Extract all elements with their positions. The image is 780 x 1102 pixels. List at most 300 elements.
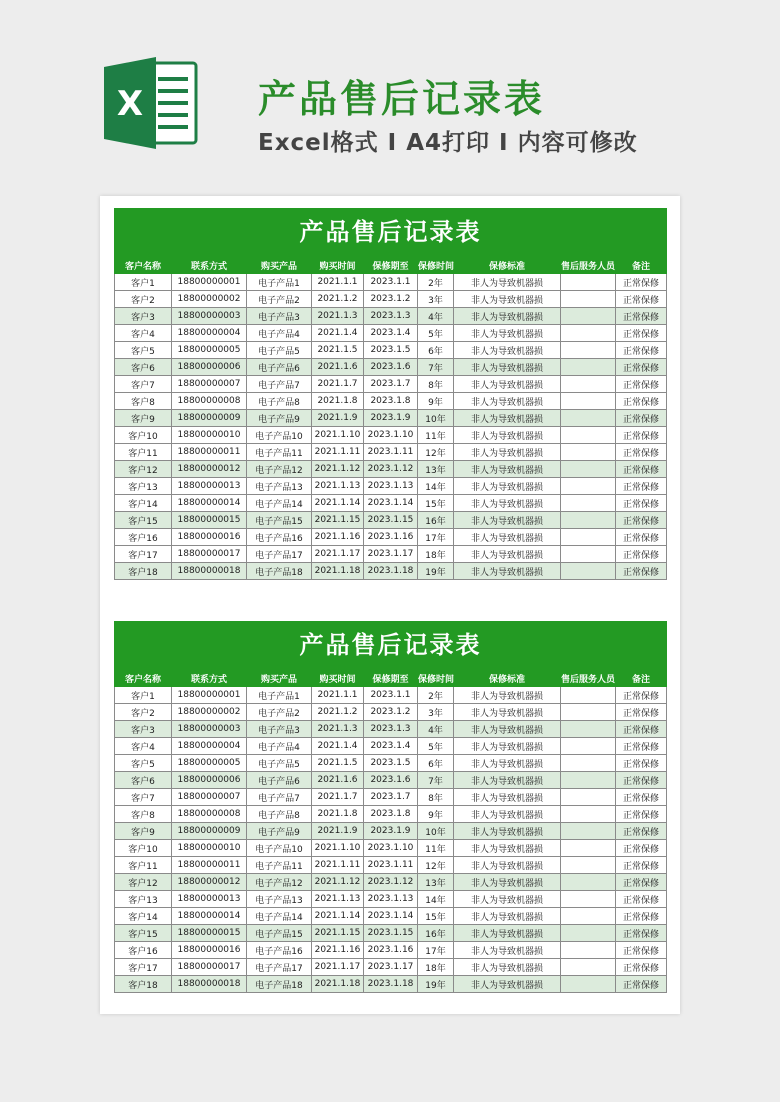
table-cell: 电子产品9 <box>247 410 312 427</box>
column-header: 购买产品 <box>247 670 312 687</box>
table-cell: 客户14 <box>115 495 172 512</box>
table-cell: 非人为导致机器损 <box>454 874 561 891</box>
table-cell: 2023.1.18 <box>364 563 418 580</box>
table-cell: 18800000009 <box>172 410 247 427</box>
table-cell: 正常保修 <box>616 359 667 376</box>
table-cell: 正常保修 <box>616 461 667 478</box>
table-cell: 客户11 <box>115 444 172 461</box>
table-cell: 电子产品15 <box>247 925 312 942</box>
table-cell: 18800000017 <box>172 959 247 976</box>
table-cell: 非人为导致机器损 <box>454 376 561 393</box>
table-cell: 客户16 <box>115 529 172 546</box>
table-cell <box>561 274 616 291</box>
table-cell: 电子产品13 <box>247 891 312 908</box>
table-row <box>115 546 667 563</box>
table-cell: 19年 <box>418 563 454 580</box>
table-cell: 2021.1.12 <box>312 874 364 891</box>
table-cell: 2021.1.11 <box>312 857 364 874</box>
table-cell <box>561 976 616 993</box>
table-cell: 18年 <box>418 959 454 976</box>
table-cell: 7年 <box>418 359 454 376</box>
table-cell: 2021.1.2 <box>312 291 364 308</box>
table-cell: 5年 <box>418 738 454 755</box>
table-cell: 电子产品6 <box>247 359 312 376</box>
table-cell: 非人为导致机器损 <box>454 942 561 959</box>
table-cell: 电子产品18 <box>247 976 312 993</box>
table-cell: 正常保修 <box>616 959 667 976</box>
table-cell: 非人为导致机器损 <box>454 772 561 789</box>
table-cell: 18800000015 <box>172 925 247 942</box>
table-cell: 电子产品4 <box>247 325 312 342</box>
table-cell: 18800000005 <box>172 755 247 772</box>
table-cell: 2023.1.15 <box>364 512 418 529</box>
table-title: 产品售后记录表 <box>114 621 667 669</box>
table-cell: 2021.1.3 <box>312 721 364 738</box>
table-cell: 2023.1.18 <box>364 976 418 993</box>
table-cell: 2023.1.7 <box>364 376 418 393</box>
table-cell: 14年 <box>418 478 454 495</box>
table-cell: 电子产品13 <box>247 478 312 495</box>
table-cell: 14年 <box>418 891 454 908</box>
table-cell: 2021.1.6 <box>312 772 364 789</box>
table-cell: 10年 <box>418 410 454 427</box>
table-cell <box>561 410 616 427</box>
table-cell: 2021.1.17 <box>312 959 364 976</box>
table-cell: 正常保修 <box>616 410 667 427</box>
table-row <box>115 393 667 410</box>
table-cell: 非人为导致机器损 <box>454 925 561 942</box>
table-cell: 电子产品8 <box>247 393 312 410</box>
table-cell: 2021.1.4 <box>312 325 364 342</box>
table-row <box>115 704 667 721</box>
table-row <box>115 755 667 772</box>
column-header: 备注 <box>616 670 667 687</box>
table-cell: 2021.1.11 <box>312 444 364 461</box>
table-cell: 2023.1.10 <box>364 427 418 444</box>
table-cell: 正常保修 <box>616 308 667 325</box>
table-row <box>115 376 667 393</box>
table-row <box>115 806 667 823</box>
table-cell: 18800000002 <box>172 704 247 721</box>
table-row <box>115 308 667 325</box>
table-cell: 2021.1.15 <box>312 925 364 942</box>
table-row <box>115 478 667 495</box>
table-cell <box>561 376 616 393</box>
table-cell <box>561 755 616 772</box>
table-cell <box>561 512 616 529</box>
table-cell <box>561 529 616 546</box>
table-cell: 正常保修 <box>616 325 667 342</box>
table-row <box>115 823 667 840</box>
table-cell: 7年 <box>418 772 454 789</box>
table-cell: 18800000010 <box>172 427 247 444</box>
table-cell <box>561 806 616 823</box>
table-cell: 2021.1.15 <box>312 512 364 529</box>
table-row <box>115 772 667 789</box>
table-cell: 2021.1.1 <box>312 687 364 704</box>
table-cell: 电子产品11 <box>247 444 312 461</box>
table-cell: 2023.1.3 <box>364 721 418 738</box>
table-cell: 18800000007 <box>172 376 247 393</box>
table-cell <box>561 857 616 874</box>
table-cell: 非人为导致机器损 <box>454 738 561 755</box>
table-cell: 18800000013 <box>172 891 247 908</box>
table-cell <box>561 908 616 925</box>
table-cell: 18800000003 <box>172 721 247 738</box>
table-cell <box>561 393 616 410</box>
table-cell: 非人为导致机器损 <box>454 512 561 529</box>
table-cell: 2021.1.12 <box>312 461 364 478</box>
table-cell: 9年 <box>418 806 454 823</box>
table-cell: 客户9 <box>115 823 172 840</box>
table-cell: 12年 <box>418 857 454 874</box>
table-cell: 2021.1.10 <box>312 840 364 857</box>
table-cell: 2023.1.7 <box>364 789 418 806</box>
table-cell: 客户10 <box>115 840 172 857</box>
table-row <box>115 925 667 942</box>
table-cell: 客户10 <box>115 427 172 444</box>
table-cell: 电子产品9 <box>247 823 312 840</box>
table-cell: 正常保修 <box>616 444 667 461</box>
table-cell: 2年 <box>418 274 454 291</box>
table-cell: 非人为导致机器损 <box>454 563 561 580</box>
table-cell: 2023.1.3 <box>364 308 418 325</box>
table-cell: 18800000018 <box>172 563 247 580</box>
table-cell: 18800000009 <box>172 823 247 840</box>
table-cell: 18800000014 <box>172 908 247 925</box>
table-cell: 非人为导致机器损 <box>454 959 561 976</box>
column-header: 保修期至 <box>364 257 418 274</box>
table-row <box>115 410 667 427</box>
spreadsheet-page <box>100 196 680 1014</box>
table-cell: 2023.1.2 <box>364 704 418 721</box>
table-cell: 非人为导致机器损 <box>454 359 561 376</box>
table-cell: 电子产品5 <box>247 755 312 772</box>
table-cell: 正常保修 <box>616 942 667 959</box>
table-cell: 非人为导致机器损 <box>454 823 561 840</box>
table-row <box>115 721 667 738</box>
record-table-2 <box>114 621 667 993</box>
table-cell <box>561 325 616 342</box>
table-row <box>115 512 667 529</box>
table-cell: 电子产品11 <box>247 857 312 874</box>
table-cell: 11年 <box>418 840 454 857</box>
table-cell: 电子产品7 <box>247 376 312 393</box>
table-cell: 2023.1.1 <box>364 274 418 291</box>
table-cell: 2023.1.9 <box>364 410 418 427</box>
table-cell: 8年 <box>418 376 454 393</box>
table-cell: 电子产品14 <box>247 908 312 925</box>
table-row <box>115 840 667 857</box>
table-cell: 2023.1.9 <box>364 823 418 840</box>
table-row <box>115 976 667 993</box>
table-cell: 2023.1.14 <box>364 908 418 925</box>
table-cell: 16年 <box>418 512 454 529</box>
table-cell: 电子产品1 <box>247 687 312 704</box>
table-cell: 正常保修 <box>616 840 667 857</box>
record-table-1 <box>114 208 667 580</box>
table-cell: 电子产品15 <box>247 512 312 529</box>
table-cell: 2021.1.18 <box>312 976 364 993</box>
table-cell: 18800000006 <box>172 772 247 789</box>
table-cell: 正常保修 <box>616 342 667 359</box>
table-cell <box>561 308 616 325</box>
table-cell: 非人为导致机器损 <box>454 891 561 908</box>
table-cell: 18800000012 <box>172 874 247 891</box>
column-header: 购买时间 <box>312 670 364 687</box>
column-header: 客户名称 <box>115 670 172 687</box>
column-header: 售后服务人员 <box>561 670 616 687</box>
table-row <box>115 359 667 376</box>
table-cell: 非人为导致机器损 <box>454 478 561 495</box>
table-cell: 非人为导致机器损 <box>454 393 561 410</box>
table-row <box>115 891 667 908</box>
table-cell: 正常保修 <box>616 806 667 823</box>
table-cell: 客户13 <box>115 891 172 908</box>
table-cell: 2023.1.15 <box>364 925 418 942</box>
table-cell: 非人为导致机器损 <box>454 755 561 772</box>
table-cell: 客户12 <box>115 461 172 478</box>
logo-letter: X <box>116 84 144 124</box>
table-cell: 客户9 <box>115 410 172 427</box>
table-cell: 正常保修 <box>616 546 667 563</box>
table-row <box>115 427 667 444</box>
table-cell: 客户6 <box>115 772 172 789</box>
table-row <box>115 738 667 755</box>
table-cell: 2023.1.6 <box>364 772 418 789</box>
table-cell: 13年 <box>418 461 454 478</box>
table-cell: 电子产品1 <box>247 274 312 291</box>
table-cell: 客户8 <box>115 393 172 410</box>
table-cell: 客户1 <box>115 687 172 704</box>
table-row <box>115 942 667 959</box>
table-cell: 19年 <box>418 976 454 993</box>
table-cell: 正常保修 <box>616 512 667 529</box>
table-cell <box>561 959 616 976</box>
table-cell: 2023.1.1 <box>364 687 418 704</box>
table-cell: 10年 <box>418 823 454 840</box>
table-cell: 电子产品10 <box>247 840 312 857</box>
table-cell: 非人为导致机器损 <box>454 495 561 512</box>
table-cell: 2023.1.5 <box>364 755 418 772</box>
table-cell: 正常保修 <box>616 427 667 444</box>
table-cell: 非人为导致机器损 <box>454 342 561 359</box>
table-cell: 正常保修 <box>616 874 667 891</box>
table-cell: 18800000017 <box>172 546 247 563</box>
table-cell: 17年 <box>418 529 454 546</box>
table-cell: 2021.1.17 <box>312 546 364 563</box>
table-cell: 非人为导致机器损 <box>454 840 561 857</box>
table-cell: 正常保修 <box>616 721 667 738</box>
table-cell: 非人为导致机器损 <box>454 410 561 427</box>
table-cell <box>561 874 616 891</box>
table-cell: 正常保修 <box>616 563 667 580</box>
table-cell: 客户13 <box>115 478 172 495</box>
table-cell: 电子产品2 <box>247 291 312 308</box>
table-title: 产品售后记录表 <box>114 208 667 256</box>
table-cell: 电子产品18 <box>247 563 312 580</box>
table-cell: 18800000006 <box>172 359 247 376</box>
column-header: 保修时间 <box>418 670 454 687</box>
table-cell: 4年 <box>418 721 454 738</box>
table-cell <box>561 738 616 755</box>
table-cell: 客户8 <box>115 806 172 823</box>
table-cell: 18800000004 <box>172 738 247 755</box>
table-cell: 2023.1.4 <box>364 325 418 342</box>
table-cell: 客户16 <box>115 942 172 959</box>
table-cell <box>561 891 616 908</box>
table-cell: 18800000015 <box>172 512 247 529</box>
table-cell: 正常保修 <box>616 291 667 308</box>
table-cell: 18800000008 <box>172 393 247 410</box>
table-cell: 13年 <box>418 874 454 891</box>
excel-logo-icon <box>100 55 200 150</box>
table-cell: 客户12 <box>115 874 172 891</box>
table-cell: 2021.1.16 <box>312 942 364 959</box>
table-cell <box>561 563 616 580</box>
table-cell: 正常保修 <box>616 687 667 704</box>
table-cell: 18800000001 <box>172 687 247 704</box>
table-row <box>115 444 667 461</box>
table-cell: 电子产品17 <box>247 546 312 563</box>
table-cell: 正常保修 <box>616 393 667 410</box>
table-cell: 电子产品17 <box>247 959 312 976</box>
table-cell: 2021.1.13 <box>312 478 364 495</box>
table-cell: 9年 <box>418 393 454 410</box>
column-header: 联系方式 <box>172 670 247 687</box>
table-cell: 正常保修 <box>616 857 667 874</box>
table-cell: 15年 <box>418 495 454 512</box>
table-cell: 18800000018 <box>172 976 247 993</box>
table-cell: 客户17 <box>115 546 172 563</box>
table-cell: 18800000008 <box>172 806 247 823</box>
table-cell: 客户3 <box>115 721 172 738</box>
table-cell: 电子产品7 <box>247 789 312 806</box>
table-cell: 电子产品4 <box>247 738 312 755</box>
table-cell: 2021.1.14 <box>312 908 364 925</box>
table-cell: 2023.1.14 <box>364 495 418 512</box>
table-cell: 非人为导致机器损 <box>454 291 561 308</box>
table-row <box>115 789 667 806</box>
table-cell: 2023.1.10 <box>364 840 418 857</box>
table-cell: 2023.1.12 <box>364 461 418 478</box>
table-row <box>115 874 667 891</box>
table-cell: 非人为导致机器损 <box>454 789 561 806</box>
table-cell: 5年 <box>418 325 454 342</box>
table-row <box>115 342 667 359</box>
table-row <box>115 274 667 291</box>
table-cell: 非人为导致机器损 <box>454 976 561 993</box>
table-cell: 2021.1.1 <box>312 274 364 291</box>
table-cell: 正常保修 <box>616 908 667 925</box>
table-cell: 6年 <box>418 755 454 772</box>
table-row <box>115 857 667 874</box>
table-row <box>115 495 667 512</box>
column-header: 保修标准 <box>454 257 561 274</box>
page-subtitle: Excel格式 I A4打印 I 内容可修改 <box>258 130 638 156</box>
table-cell: 客户6 <box>115 359 172 376</box>
table-cell: 18800000014 <box>172 495 247 512</box>
table-cell: 非人为导致机器损 <box>454 444 561 461</box>
table-cell: 2023.1.16 <box>364 529 418 546</box>
table-cell: 非人为导致机器损 <box>454 908 561 925</box>
table-cell: 18800000016 <box>172 942 247 959</box>
table-cell: 正常保修 <box>616 789 667 806</box>
table-cell: 2021.1.9 <box>312 823 364 840</box>
table-cell: 2021.1.14 <box>312 495 364 512</box>
table-cell: 6年 <box>418 342 454 359</box>
table-cell: 正常保修 <box>616 772 667 789</box>
table-cell: 2021.1.3 <box>312 308 364 325</box>
table-cell: 11年 <box>418 427 454 444</box>
table-cell: 正常保修 <box>616 891 667 908</box>
table-cell: 电子产品5 <box>247 342 312 359</box>
table-row <box>115 461 667 478</box>
table-cell: 3年 <box>418 704 454 721</box>
table-cell: 客户2 <box>115 704 172 721</box>
table-cell: 2023.1.12 <box>364 874 418 891</box>
table-cell: 客户2 <box>115 291 172 308</box>
table-cell: 非人为导致机器损 <box>454 546 561 563</box>
column-header: 保修标准 <box>454 670 561 687</box>
table-cell: 2023.1.11 <box>364 444 418 461</box>
table-cell <box>561 546 616 563</box>
table-cell <box>561 840 616 857</box>
table-cell: 正常保修 <box>616 704 667 721</box>
table-cell <box>561 359 616 376</box>
table-cell: 18800000005 <box>172 342 247 359</box>
table-cell <box>561 704 616 721</box>
table-cell: 2023.1.4 <box>364 738 418 755</box>
table-cell: 非人为导致机器损 <box>454 325 561 342</box>
table-cell: 18800000013 <box>172 478 247 495</box>
table-cell: 2023.1.13 <box>364 891 418 908</box>
column-header: 购买产品 <box>247 257 312 274</box>
table-cell: 正常保修 <box>616 976 667 993</box>
table-cell: 正常保修 <box>616 478 667 495</box>
table-cell <box>561 291 616 308</box>
column-header: 购买时间 <box>312 257 364 274</box>
table-cell: 18800000016 <box>172 529 247 546</box>
table-cell: 电子产品12 <box>247 461 312 478</box>
table-cell: 客户4 <box>115 738 172 755</box>
table-cell: 18800000003 <box>172 308 247 325</box>
table-cell <box>561 478 616 495</box>
table-cell: 正常保修 <box>616 738 667 755</box>
page-header <box>0 0 780 190</box>
table-cell <box>561 925 616 942</box>
table-cell: 15年 <box>418 908 454 925</box>
table-cell: 2021.1.9 <box>312 410 364 427</box>
table-cell: 非人为导致机器损 <box>454 274 561 291</box>
column-header: 售后服务人员 <box>561 257 616 274</box>
table-cell: 2021.1.7 <box>312 376 364 393</box>
table-cell: 2021.1.13 <box>312 891 364 908</box>
table-cell: 2023.1.5 <box>364 342 418 359</box>
table-cell: 18800000011 <box>172 444 247 461</box>
table-cell: 电子产品3 <box>247 721 312 738</box>
table-cell: 非人为导致机器损 <box>454 806 561 823</box>
table-cell: 18800000001 <box>172 274 247 291</box>
table-cell: 2023.1.17 <box>364 546 418 563</box>
table-cell: 正常保修 <box>616 823 667 840</box>
table-cell <box>561 721 616 738</box>
table-row <box>115 563 667 580</box>
table-cell: 客户7 <box>115 376 172 393</box>
table-cell: 2021.1.5 <box>312 342 364 359</box>
table-cell: 客户11 <box>115 857 172 874</box>
table-cell <box>561 495 616 512</box>
